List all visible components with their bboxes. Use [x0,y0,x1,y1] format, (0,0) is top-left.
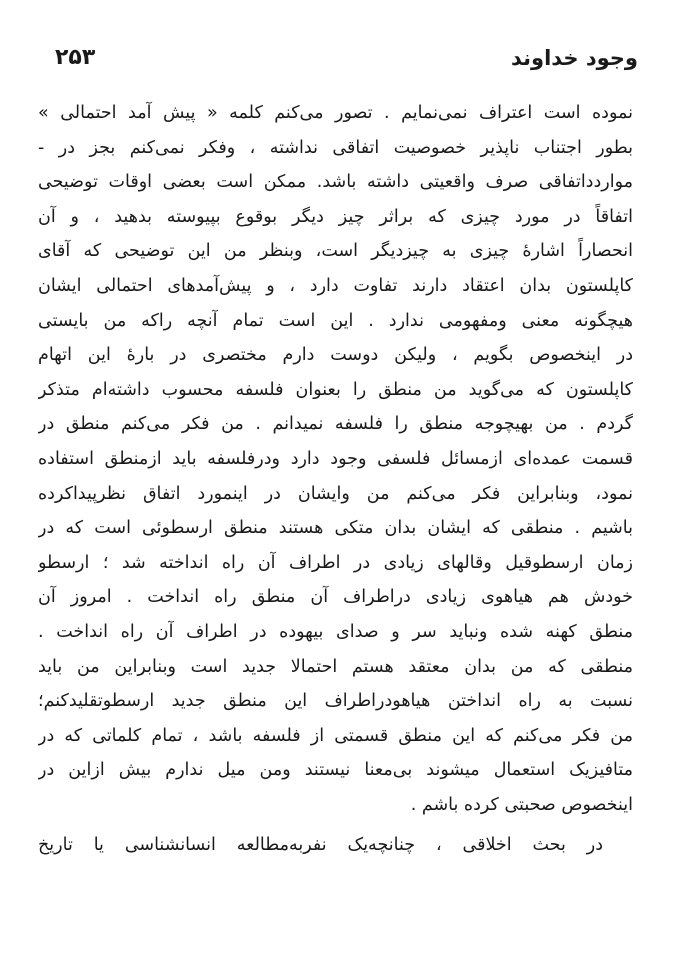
text-line: اتفاقاً در مورد چیزی که براثر چیز دیگر بوقوع بپیوسته بدهید ، و آن [38,206,633,227]
text-line: هیچگونه معنی ومفهومی ندارد . این است تمام آنچه راکه من بایستی [38,310,633,331]
text-line: متافیزیک استعمال میشوند بی‌معنا نیستند ومن میل ندارم بیش ازاین در [38,760,633,781]
text-line: انحصاراً اشارهٔ چیزی به چیزدیگر است، وبنظر من این توضیحی که آقای [38,241,633,262]
text-line: من فکر می‌کنم که این منطق قسمتی از فلسفه باشد ، تمام کلماتی که در [38,725,633,746]
text-line: قسمت عمده‌ای ازمسائل فلسفی وجود دارد ودرفلسفه باید ازمنطق استفاده [38,448,633,469]
text-line: نسبت به راه انداختن هیاهودراطراف این منطق جدید ارسطوتقلیدکنم؛ [38,691,633,712]
running-title: وجود خداوند [511,46,638,70]
text-line: باشیم . منطقی که ایشان بدان متکی هستند منطق ارسطوئی است که در [38,518,633,539]
body-text [38,96,633,863]
text-line: کاپلستون که می‌گوید من منطق را بعنوان فلسفه محسوب داشته‌ام متذکر [38,379,633,400]
text-line: اینخصوص صحبتی کرده باشم . [410,794,633,815]
text-line: کاپلستون بدان اعتقاد دارند تفاوت دارد ، و پیش‌آمدهای احتمالی ایشان [38,275,633,296]
running-head [55,38,638,78]
text-line: گردم . من بهیچوجه منطق را فلسفه نمیدانم . من فکر می‌کنم منطق در [38,414,633,435]
text-line: نمود، وبنابراین فکر می‌کنم من وایشان در اینمورد اتفاق نظرپیداکرده [38,483,633,504]
text-line: خودش هم هیاهوی زیادی دراطراف آن منطق راه انداخت . امروز آن [38,587,633,608]
text-line: منطقی که من بدان معتقد هستم احتمالا جدید است وبنابراین من باید [38,656,633,677]
text-line: نموده است اعتراف نمی‌نمایم . تصور می‌کنم کلمه « پیش آمد احتمالی » [38,103,633,123]
text-line: زمان ارسطوقیل وقالهای زیادی در اطراف آن راه انداخته شد ؛ ارسطو [38,552,633,573]
text-line: منطق کهنه شده ونباید سر و صدای بیهوده در اطراف آن راه انداخت . [38,621,633,642]
text-line: مواردداتفاقی صرف واقعیتی داشته باشد. ممکن است بعضی اوقات توضیحی [38,172,633,193]
text-line: در اینخصوص بگویم ، ولیکن دوست دارم مختصری در بارهٔ این اتهام [38,345,633,366]
text-line: بطور اجتناب ناپذیر خصوصیت اتفاقی نداشته ، وفکر نمی‌کنم بجز در - [38,137,633,158]
paragraph [38,828,633,863]
paragraph [38,96,633,822]
page-number: ۲۵۳ [55,45,96,70]
text-line: در بحث اخلاقی ، چنانچه‌یک نفربه‌مطالعه انسانشناسی یا تاریخ [38,835,603,856]
